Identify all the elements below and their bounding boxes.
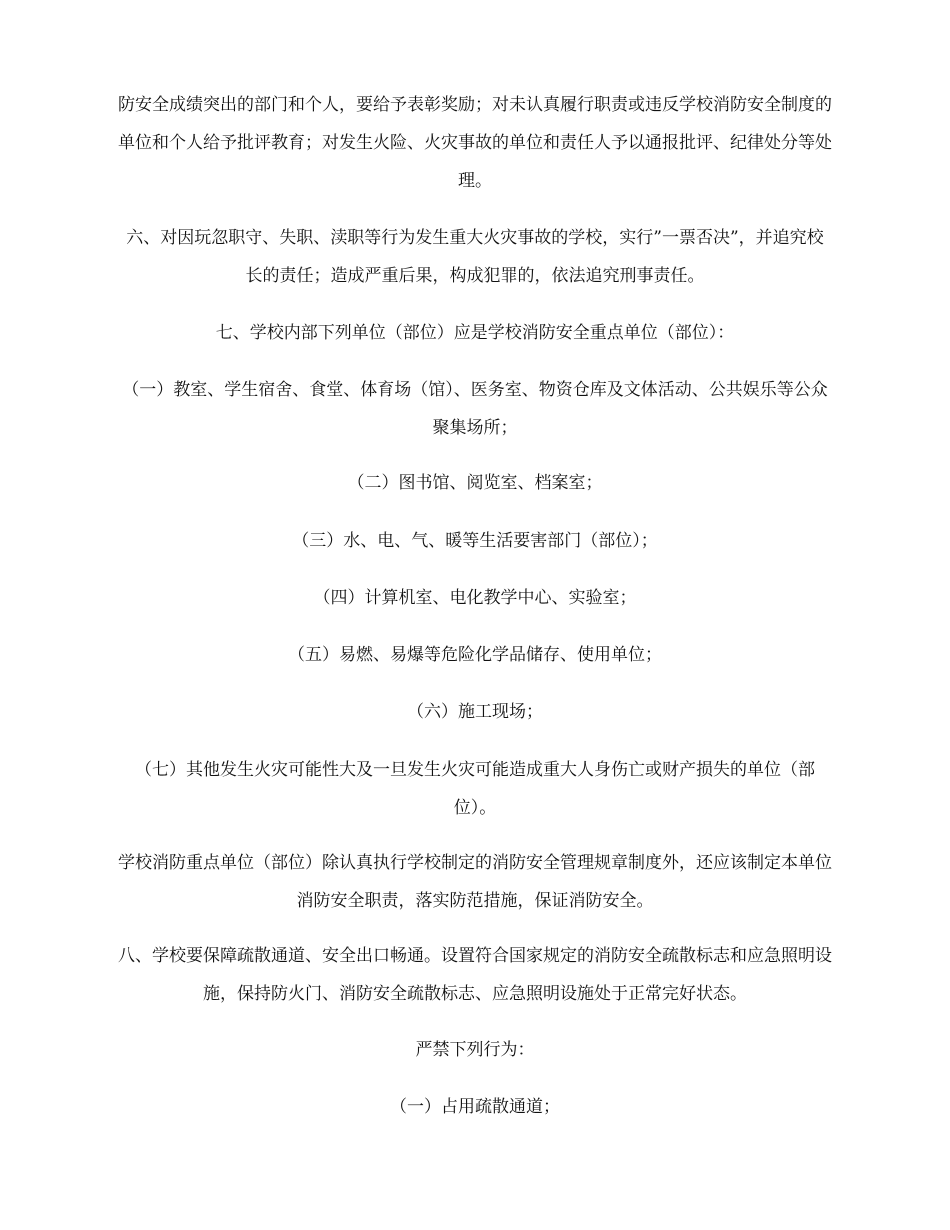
paragraph-sub-item-5: （五）易燃、易爆等危险化学品储存、使用单位； [288, 645, 662, 665]
paragraph-item-8: 八、学校要保障疏散通道、安全出口畅通。设置符合国家规定的消防安全疏散标志和应急照明设施，保持防火门、消防安全疏散标志、应急照明设施处于正常完好状态。 [118, 946, 832, 1004]
paragraph-sub-item-3: （三）水、电、气、暖等生活要害部门（部位）； [292, 531, 658, 551]
paragraph-key-unit-duties: 学校消防重点单位（部位）除认真执行学校制定的消防安全管理规章制度外，还应该制定本单位消防安全职责，落实防范措施，保证消防安全。 [118, 853, 832, 911]
paragraph-sub-item-6: （六）施工现场； [407, 702, 543, 722]
paragraph-sub-item-1: （一）教室、学生宿舍、食堂、体育场（馆）、医务室、物资仓库及文体活动、公共娱乐等公众聚集场所； [122, 380, 828, 438]
paragraph-prohibited-item-1: （一）占用疏散通道； [390, 1097, 560, 1117]
paragraph-sub-item-4: （四）计算机室、电化教学中心、实验室； [313, 588, 637, 608]
paragraph-commendation: 防安全成绩突出的部门和个人，要给予表彰奖励；对未认真履行职责或违反学校消防安全制度的单位和个人给予批评教育；对发生火险、火灾事故的单位和责任人予以通报批评、纪律处分等处理。 [118, 95, 832, 191]
paragraph-sub-item-2: （二）图书馆、阅览室、档案室； [347, 473, 603, 493]
paragraph-prohibited-heading: 严禁下列行为： [415, 1040, 535, 1060]
paragraph-item-7-heading: 七、学校内部下列单位（部位）应是学校消防安全重点单位（部位）： [215, 323, 735, 343]
paragraph-sub-item-7: （七）其他发生火灾可能性大及一旦发生火灾可能造成重大人身伤亡或财产损失的单位（部位）。 [135, 760, 815, 818]
paragraph-item-6: 六、对因玩忽职守、失职、渎职等行为发生重大火灾事故的学校，实行”一票否决”，并追究校长的责任；造成严重后果，构成犯罪的，依法追究刑事责任。 [126, 228, 824, 286]
